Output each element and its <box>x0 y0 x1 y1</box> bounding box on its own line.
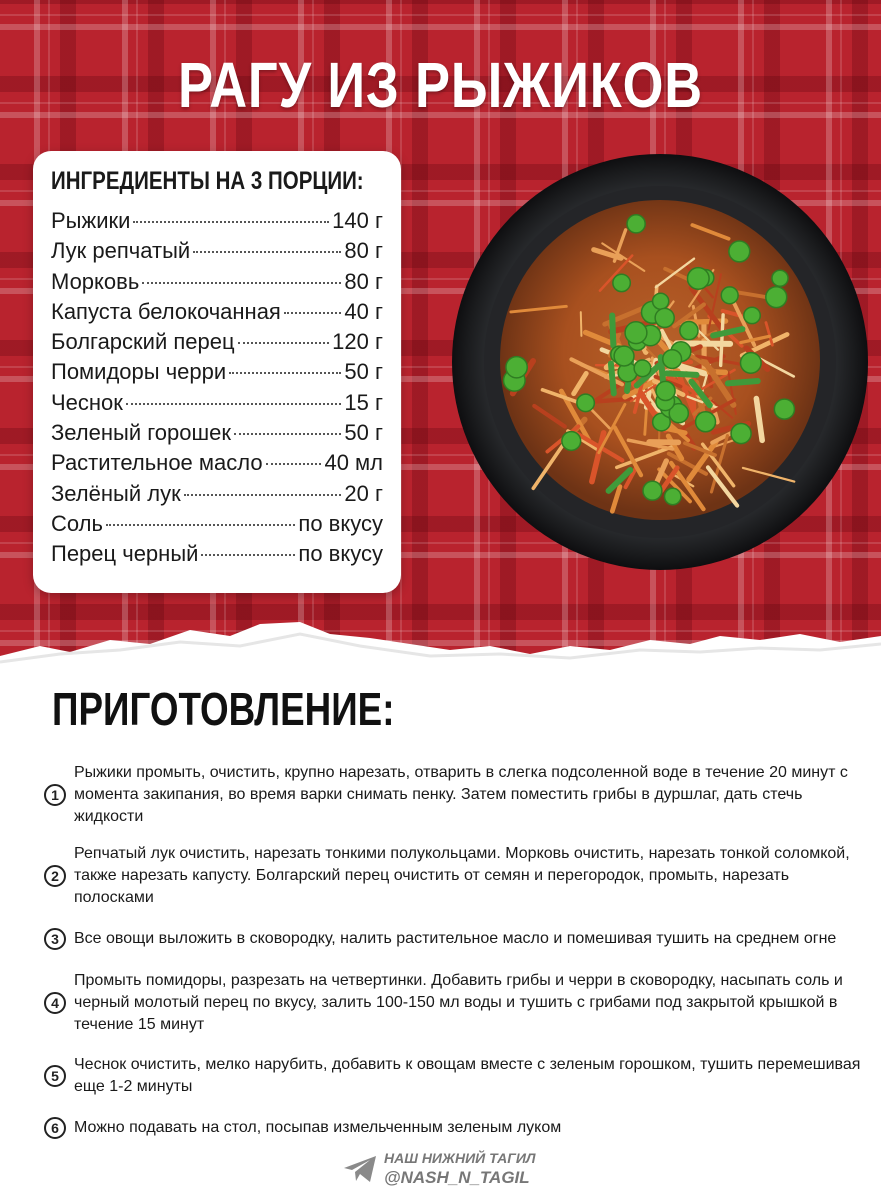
ingredients-card <box>33 151 401 593</box>
dot-leader <box>238 342 330 344</box>
step-text: Репчатый лук очистить, нарезать тонкими полукольцами. Морковь очистить, нарезать тонкой соломкой, также нарезать капусту. Болгарский перец очистить от семян и перегородок, промыть, нарезать полосками <box>74 845 850 906</box>
ingredient-name: Морковь <box>51 268 140 294</box>
dot-leader <box>193 251 341 253</box>
ragout-pan-image <box>448 150 878 580</box>
dot-leader <box>284 312 342 314</box>
ingredient-row <box>51 299 383 329</box>
step-number-badge: 2 <box>44 865 66 887</box>
footer-handle[interactable]: @NASH_N_TAGIL <box>384 1168 530 1187</box>
footer-channel-name: НАШ НИЖНИЙ ТАГИЛ <box>384 1150 536 1166</box>
ingredient-name: Перец черный <box>51 541 199 567</box>
ingredient-row <box>51 481 383 511</box>
dot-leader <box>201 554 295 556</box>
ingredient-name: Зеленый горошек <box>51 420 231 446</box>
ingredient-quantity: 20 г <box>344 480 383 506</box>
dot-leader <box>142 282 341 284</box>
step-number-badge: 3 <box>44 928 66 950</box>
ingredient-quantity: 140 г <box>332 208 383 233</box>
ingredient-row <box>51 420 383 450</box>
recipe-title: РАГУ ИЗ РЫЖИКОВ <box>177 49 704 121</box>
ingredient-name: Рыжики <box>51 208 131 233</box>
ingredient-quantity: 50 г <box>344 420 383 446</box>
ingredient-quantity: 50 г <box>344 359 383 385</box>
step-text: Можно подавать на стол, посыпав измельченным зеленым луком <box>74 1119 562 1136</box>
preparation-step <box>44 843 864 909</box>
step-number-badge: 5 <box>44 1065 66 1087</box>
ingredient-quantity: 80 г <box>344 238 383 264</box>
ingredient-name: Соль <box>51 510 103 536</box>
ingredient-quantity: 120 г <box>332 329 383 355</box>
step-number-badge: 1 <box>44 784 66 806</box>
ingredient-name: Растительное масло <box>51 450 263 476</box>
footer-brand <box>342 1148 542 1192</box>
ingredient-row <box>51 238 383 268</box>
preparation-step <box>44 928 864 950</box>
ingredient-name: Чеснок <box>51 389 123 415</box>
ingredient-quantity: по вкусу <box>298 510 383 536</box>
ingredient-row <box>51 541 383 571</box>
ingredient-row <box>51 329 383 359</box>
ingredients-heading: ИНГРЕДИЕНТЫ НА 3 ПОРЦИИ: <box>51 167 364 195</box>
step-text: Все овощи выложить в сковородку, налить растительное масло и помешивая тушить на среднем огне <box>74 930 837 947</box>
dot-leader <box>266 463 322 465</box>
step-number-badge: 6 <box>44 1117 66 1139</box>
preparation-step <box>44 1117 864 1139</box>
ingredient-quantity: по вкусу <box>298 541 383 567</box>
dot-leader <box>229 372 341 374</box>
ingredient-row <box>51 269 383 299</box>
ingredients-list <box>51 208 383 572</box>
dot-leader <box>184 494 342 496</box>
preparation-step <box>44 1054 864 1098</box>
ingredient-name: Помидоры черри <box>51 359 227 385</box>
preparation-heading: ПРИГОТОВЛЕНИЕ: <box>52 683 395 735</box>
ingredient-quantity: 80 г <box>344 268 383 294</box>
dot-leader <box>106 524 295 526</box>
step-text: Чеснок очистить, мелко нарубить, добавить к овощам вместе с зеленым горошком, тушить перемешивая еще 1-2 минуты <box>74 1056 861 1095</box>
ingredient-row <box>51 359 383 389</box>
ingredient-row <box>51 208 383 238</box>
step-text: Рыжики промыть, очистить, крупно нарезать, отварить в слегка подсоленной воде в течение 20 минут с момента закипания, во время варки снимать пенку. Затем поместить грибы в дуршлаг, дать стечь жидкости <box>74 764 848 825</box>
ingredient-name: Болгарский перец <box>51 329 235 355</box>
step-number-badge: 4 <box>44 992 66 1014</box>
ingredient-row <box>51 390 383 420</box>
preparation-step <box>44 970 864 1036</box>
ingredient-row <box>51 511 383 541</box>
ingredient-quantity: 40 г <box>344 298 383 324</box>
step-text: Промыть помидоры, разрезать на четвертинки. Добавить грибы и черри в сковородку, насыпать соль и черный молотый перец по вкусу, залить 100-150 мл воды и тушить с грибами под закрытой крышкой в течение 15 минут <box>74 972 843 1033</box>
preparation-step <box>44 762 864 828</box>
dot-leader <box>126 403 341 405</box>
dot-leader <box>133 221 329 223</box>
ingredient-name: Лук репчатый <box>51 238 191 264</box>
dot-leader <box>234 433 341 435</box>
ingredient-quantity: 40 мл <box>324 450 383 476</box>
ingredient-row <box>51 450 383 480</box>
ingredient-quantity: 15 г <box>344 389 383 415</box>
ingredient-name: Капуста белокочанная <box>51 298 281 324</box>
telegram-icon <box>342 1154 378 1184</box>
ingredient-name: Зелёный лук <box>51 480 181 506</box>
